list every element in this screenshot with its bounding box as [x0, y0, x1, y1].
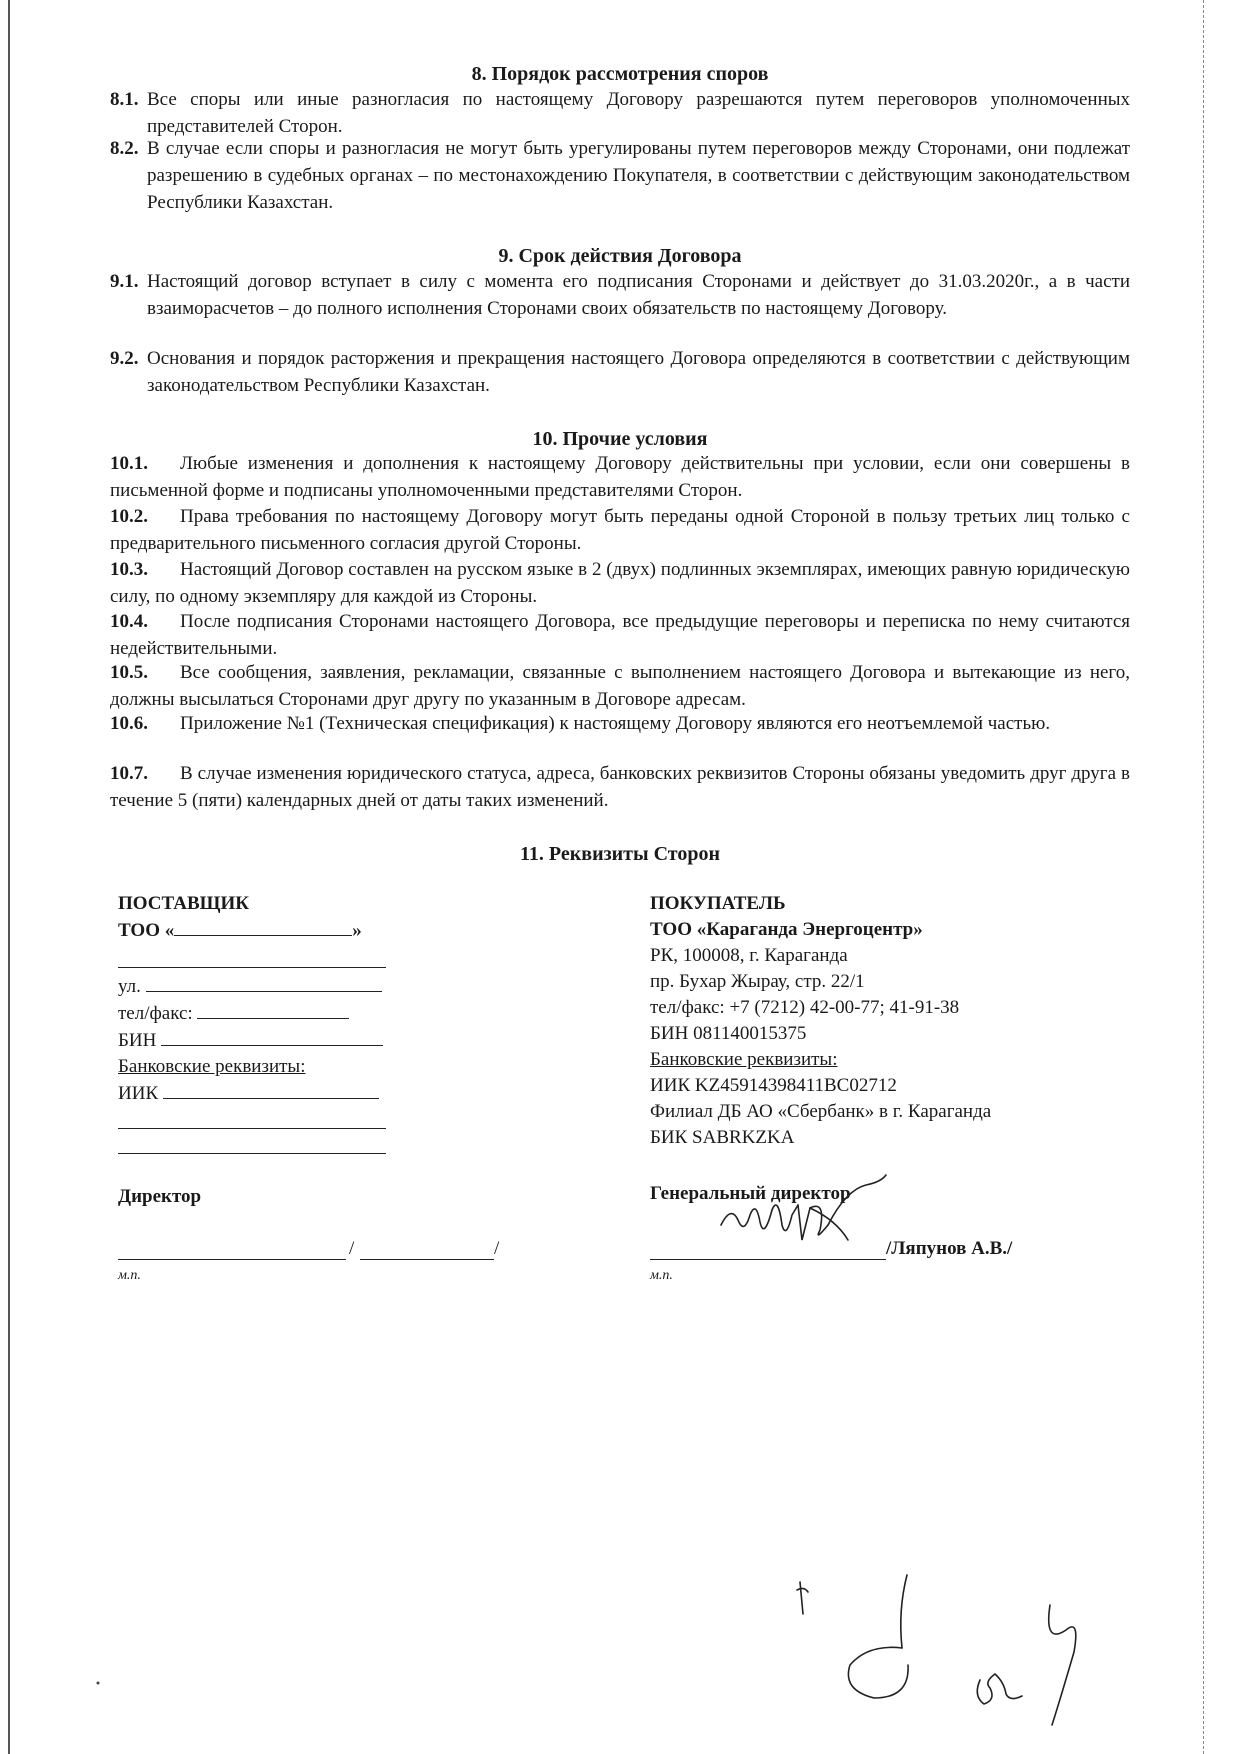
supplier-role: ПОСТАВЩИК: [118, 893, 250, 914]
supplier-iik-blank: [163, 1080, 379, 1099]
clause-number: 9.1.: [110, 271, 139, 292]
buyer-bank: Филиал ДБ АО «Сбербанк» в г. Караганда: [650, 1101, 992, 1122]
clause-number: 10.1.: [110, 453, 148, 474]
supplier-phone-blank: [197, 1000, 349, 1019]
supplier-sign-line: [118, 1259, 346, 1260]
initials-mark-icon: [790, 1570, 1130, 1730]
scan-speck-icon: [95, 1680, 101, 1686]
clause-9-2: [110, 345, 1130, 399]
clause-number: 10.2.: [110, 506, 148, 527]
supplier-org: [118, 917, 418, 944]
clause-8-2: [110, 135, 1130, 216]
supplier-org-blank: [174, 917, 352, 936]
supplier-sign-sep-1: /: [349, 1238, 355, 1259]
supplier-phone-label: тел/факс:: [118, 1003, 193, 1024]
clause-number: 10.4.: [110, 611, 148, 632]
buyer-position: Генеральный директор: [650, 1183, 851, 1204]
buyer-bank-label: Банковские реквизиты:: [650, 1049, 838, 1070]
clause-text: Все споры или иные разногласия по настоящему Договору разрешаются путем переговоров уполномоченных представителей Сторон.: [147, 89, 1130, 137]
supplier-stamp-label: м.п.: [118, 1268, 141, 1283]
buyer-iik: ИИК KZ45914398411BC02712: [650, 1075, 897, 1096]
supplier-street-blank: [146, 973, 382, 992]
supplier-street-label: ул.: [118, 976, 141, 997]
supplier-phone: [118, 1000, 418, 1027]
buyer-signer: /Ляпунов А.В./: [886, 1238, 1013, 1259]
clause-number: 8.1.: [110, 89, 139, 110]
supplier-org-suffix: »: [352, 920, 362, 941]
buyer-signature-icon: [716, 1170, 896, 1265]
supplier-bank-label: Банковские реквизиты:: [118, 1056, 306, 1077]
supplier-street: [118, 973, 418, 1000]
supplier-org-prefix: ТОО «: [118, 920, 175, 941]
buyer-org: ТОО «Караганда Энергоцентр»: [650, 919, 923, 940]
clause-number: 9.2.: [110, 348, 139, 369]
clause-number: 10.6.: [110, 713, 148, 734]
supplier-bin: [118, 1027, 418, 1054]
supplier-org-underline-2: [118, 967, 386, 968]
buyer-bin: БИН 081140015375: [650, 1023, 807, 1044]
clause-number: 10.5.: [110, 662, 148, 683]
clause-text: После подписания Сторонами настоящего Договора, все предыдущие переговоры и переписка по нему считаются недействительными.: [110, 611, 1130, 659]
clause-number: 10.3.: [110, 559, 148, 580]
supplier-bin-blank: [161, 1027, 383, 1046]
clause-8-1: [110, 86, 1130, 140]
supplier-extra-line-2: [118, 1153, 386, 1154]
section-10-title: 10. Прочие условия: [532, 428, 708, 450]
buyer-bik: БИК SABRKZKA: [650, 1127, 795, 1148]
supplier-fields: [118, 973, 418, 1107]
supplier-details: [118, 891, 418, 944]
buyer-phone: тел/факс: +7 (7212) 42-00-77; 41-91-38: [650, 997, 960, 1018]
clause-text: Настоящий Договор составлен на русском языке в 2 (двух) подлинных экземплярах, имеющих равную юридическую силу, по одному экземпляру для каждой из Стороны.: [110, 559, 1130, 607]
clause-10-6: [110, 710, 1130, 737]
buyer-details: [650, 891, 1170, 1151]
clause-text: Настоящий договор вступает в силу с момента его подписания Сторонами и действует до 31.03.2020г., а в части взаиморасчетов – до полного исполнения Сторонами своих обязательств по настоящему Договору.: [147, 271, 1130, 319]
supplier-extra-line-1: [118, 1128, 386, 1129]
clause-10-1: [110, 450, 1130, 504]
clause-text: Приложение №1 (Техническая спецификация) к настоящему Договору являются его неотъемлемой частью.: [180, 713, 1051, 734]
supplier-position: Директор: [118, 1186, 202, 1207]
clause-9-1: [110, 268, 1130, 322]
clause-10-7: [110, 760, 1130, 814]
buyer-address-1: РК, 100008, г. Караганда: [650, 945, 848, 966]
supplier-iik: [118, 1080, 418, 1107]
clause-text: Права требования по настоящему Договору могут быть переданы одной Стороной в пользу третьих лиц только с предварительного письменного согласия другой Стороны.: [110, 506, 1130, 554]
clause-10-4: [110, 608, 1130, 662]
clause-10-2: [110, 503, 1130, 557]
clause-text: Все сообщения, заявления, рекламации, связанные с выполнением настоящего Договора и вытекающие из него, должны высылаться Сторонами друг другу по указанным в Договоре адресам.: [110, 662, 1130, 710]
supplier-iik-label: ИИК: [118, 1083, 159, 1104]
supplier-sign-sep-2: /: [494, 1238, 500, 1259]
clause-text: Основания и порядок расторжения и прекращения настоящего Договора определяются в соответствии с действующим законодательством Республики Казахстан.: [147, 348, 1130, 396]
clause-number: 8.2.: [110, 138, 139, 159]
clause-10-5: [110, 659, 1130, 713]
buyer-stamp-label: м.п.: [650, 1268, 673, 1283]
clause-text: В случае если споры и разногласия не могут быть урегулированы путем переговоров между Сторонами, они подлежат разрешению в судебных органах – по местонахождению Покупателя, в соответствии с действующим законодательством Республики Казахстан.: [147, 138, 1130, 213]
clause-text: В случае изменения юридического статуса, адреса, банковских реквизитов Стороны обязаны уведомить друг друга в течение 5 (пяти) календарных дней от даты таких изменений.: [110, 763, 1130, 811]
section-9-title: 9. Срок действия Договора: [498, 245, 742, 267]
section-11-title: 11. Реквизиты Сторон: [520, 843, 720, 865]
clause-10-3: [110, 556, 1130, 610]
scan-edge-left: [8, 0, 10, 1754]
scan-edge-right: [1203, 0, 1204, 1754]
supplier-name-line: [360, 1259, 494, 1260]
buyer-address-2: пр. Бухар Жырау, стр. 22/1: [650, 971, 865, 992]
buyer-role: ПОКУПАТЕЛЬ: [650, 893, 786, 914]
clause-text: Любые изменения и дополнения к настоящему Договору действительны при условии, если они совершены в письменной форме и подписаны уполномоченными представителями Сторон.: [110, 453, 1130, 501]
supplier-bin-label: БИН: [118, 1030, 157, 1051]
section-8-title: 8. Порядок рассмотрения споров: [471, 63, 769, 85]
clause-number: 10.7.: [110, 763, 148, 784]
